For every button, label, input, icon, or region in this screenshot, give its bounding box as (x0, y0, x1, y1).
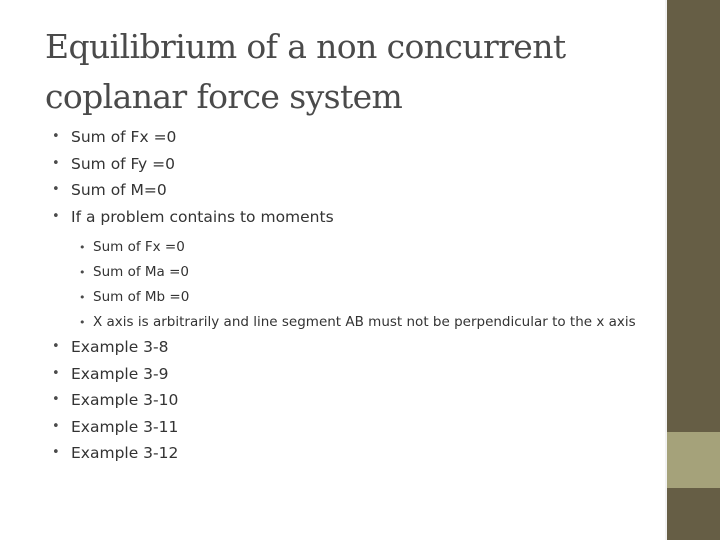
bullet-dot-icon: • (79, 291, 86, 304)
bullet-dot-icon: • (52, 339, 60, 354)
bullet-list-examples (52, 334, 652, 467)
list-item: • Sum of M=0 (52, 177, 652, 204)
slide-content (52, 124, 652, 467)
bullet-list-main (52, 124, 652, 230)
bullet-dot-icon: • (52, 129, 60, 144)
slide-title: Equilibrium of a non concurrent coplanar force system (45, 27, 566, 116)
side-band-accent (667, 432, 720, 488)
bullet-dot-icon: • (52, 182, 60, 197)
bullet-dot-icon: • (52, 365, 60, 381)
side-band-dark-top (667, 0, 720, 432)
bullet-dot-icon: • (52, 445, 60, 460)
list-item: • If a problem contains to moments (52, 204, 652, 231)
list-item: • Example 3-11 (52, 414, 652, 441)
bullet-dot-icon: • (52, 208, 60, 224)
bullet-dot-icon: • (52, 155, 60, 171)
bullet-dot-icon: • (79, 266, 86, 279)
bullet-dot-icon: • (52, 418, 60, 434)
bullet-dot-icon: • (52, 392, 60, 407)
bullet-dot-icon: • (79, 316, 86, 329)
list-item: • Sum of Mb =0 (79, 285, 652, 310)
list-item: • X axis is arbitrarily and line segment AB must not be perpendicular to the x axis (79, 314, 636, 330)
list-item: • Sum of Fx =0 (79, 235, 652, 260)
list-item: • Example 3-9 (52, 361, 652, 388)
list-item: • Example 3-8 (52, 334, 652, 361)
list-item: • Example 3-12 (52, 440, 652, 467)
list-item: • Example 3-10 (52, 387, 652, 414)
list-item: • Sum of Ma =0 (79, 260, 652, 285)
bullet-dot-icon: • (79, 241, 86, 254)
list-item: • Sum of Fy =0 (52, 151, 652, 178)
bullet-list-sub (79, 235, 652, 331)
side-band-dark-bottom (667, 488, 720, 540)
list-item: • Sum of Fx =0 (52, 124, 652, 151)
